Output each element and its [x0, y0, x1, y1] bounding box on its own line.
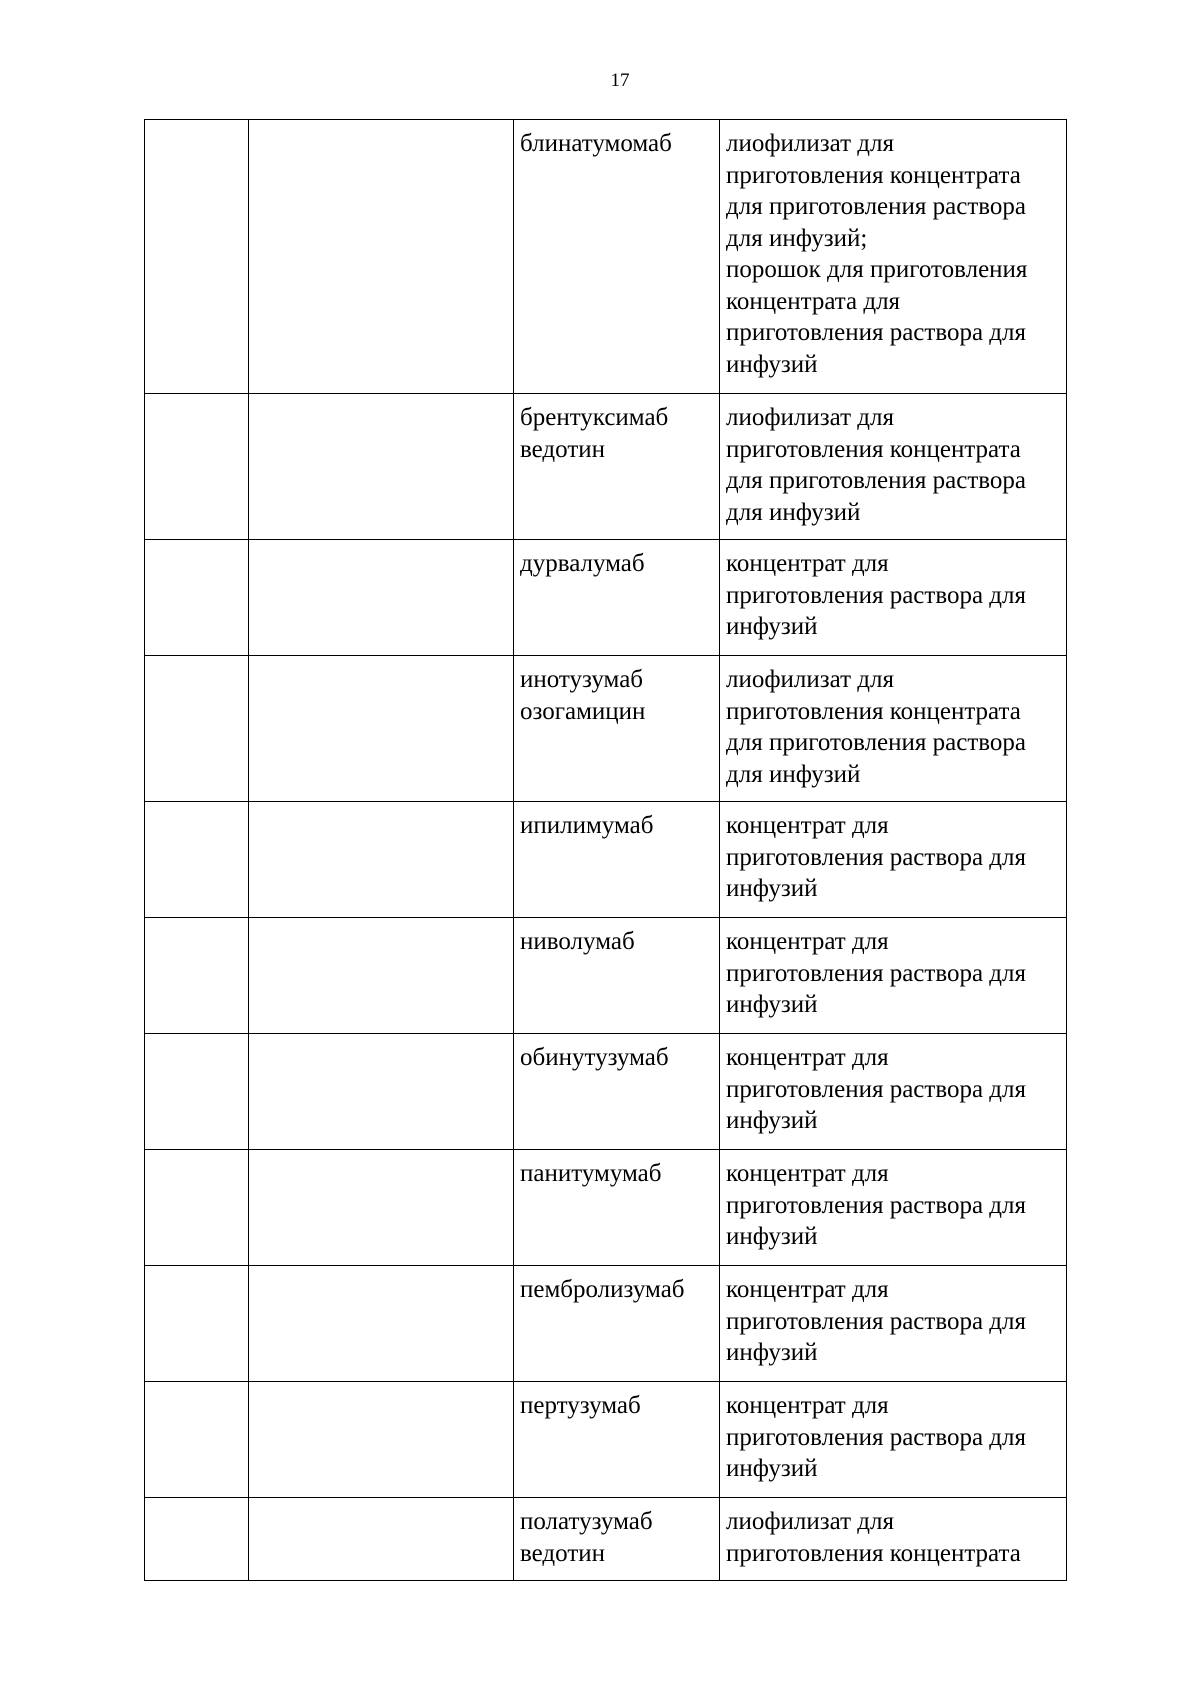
group-cell — [249, 1266, 514, 1382]
table-row — [145, 1034, 1067, 1150]
page-number: 17 — [610, 70, 630, 91]
group-cell — [249, 120, 514, 394]
dosage-form-cell: концентрат для приготовления раствора для инфузий — [720, 1382, 1067, 1498]
group-cell — [249, 1034, 514, 1150]
dosage-form-cell: лиофилизат для приготовления концентрата для приготовления раствора для инфузий — [720, 656, 1067, 802]
group-cell — [249, 802, 514, 918]
drug-name-cell: полатузумаб ведотин — [514, 1498, 720, 1581]
code-cell — [145, 1266, 249, 1382]
drug-name-cell: блинатумомаб — [514, 120, 720, 394]
table-row — [145, 1498, 1067, 1581]
group-cell — [249, 656, 514, 802]
drug-name-cell: обинутузумаб — [514, 1034, 720, 1150]
group-cell — [249, 1498, 514, 1581]
code-cell — [145, 120, 249, 394]
dosage-form-cell: концентрат для приготовления раствора для инфузий — [720, 1034, 1067, 1150]
drug-name-cell: брентуксимаб ведотин — [514, 394, 720, 540]
drug-name-cell: пембролизумаб — [514, 1266, 720, 1382]
table-row — [145, 120, 1067, 394]
code-cell — [145, 918, 249, 1034]
group-cell — [249, 394, 514, 540]
table-row — [145, 394, 1067, 540]
table-row — [145, 802, 1067, 918]
drug-name-cell: ниволумаб — [514, 918, 720, 1034]
drug-name-cell: дурвалумаб — [514, 540, 720, 656]
group-cell — [249, 540, 514, 656]
group-cell — [249, 1150, 514, 1266]
dosage-form-cell: лиофилизат для приготовления концентрата для приготовления раствора для инфузий — [720, 394, 1067, 540]
code-cell — [145, 1382, 249, 1498]
code-cell — [145, 802, 249, 918]
table-row — [145, 1150, 1067, 1266]
drug-table — [144, 119, 1067, 1581]
table-row — [145, 1266, 1067, 1382]
dosage-form-cell: концентрат для приготовления раствора для инфузий — [720, 1266, 1067, 1382]
dosage-form-cell: лиофилизат для приготовления концентрата — [720, 1498, 1067, 1581]
table-row — [145, 540, 1067, 656]
code-cell — [145, 394, 249, 540]
group-cell — [249, 918, 514, 1034]
dosage-form-cell: концентрат для приготовления раствора для инфузий — [720, 802, 1067, 918]
code-cell — [145, 656, 249, 802]
code-cell — [145, 1498, 249, 1581]
drug-name-cell: инотузумаб озогамицин — [514, 656, 720, 802]
table-row — [145, 918, 1067, 1034]
dosage-form-cell: концентрат для приготовления раствора для инфузий — [720, 1150, 1067, 1266]
dosage-form-cell: концентрат для приготовления раствора для инфузий — [720, 540, 1067, 656]
drug-name-cell: панитумумаб — [514, 1150, 720, 1266]
table-row — [145, 1382, 1067, 1498]
drug-name-cell: пертузумаб — [514, 1382, 720, 1498]
group-cell — [249, 1382, 514, 1498]
code-cell — [145, 1150, 249, 1266]
code-cell — [145, 1034, 249, 1150]
table-row — [145, 656, 1067, 802]
drug-name-cell: ипилимумаб — [514, 802, 720, 918]
dosage-form-cell: лиофилизат для приготовления концентрата для приготовления раствора для инфузий; порошок для приготовления концентрата для приготовления раствора для инфузий — [720, 120, 1067, 394]
code-cell — [145, 540, 249, 656]
dosage-form-cell: концентрат для приготовления раствора для инфузий — [720, 918, 1067, 1034]
